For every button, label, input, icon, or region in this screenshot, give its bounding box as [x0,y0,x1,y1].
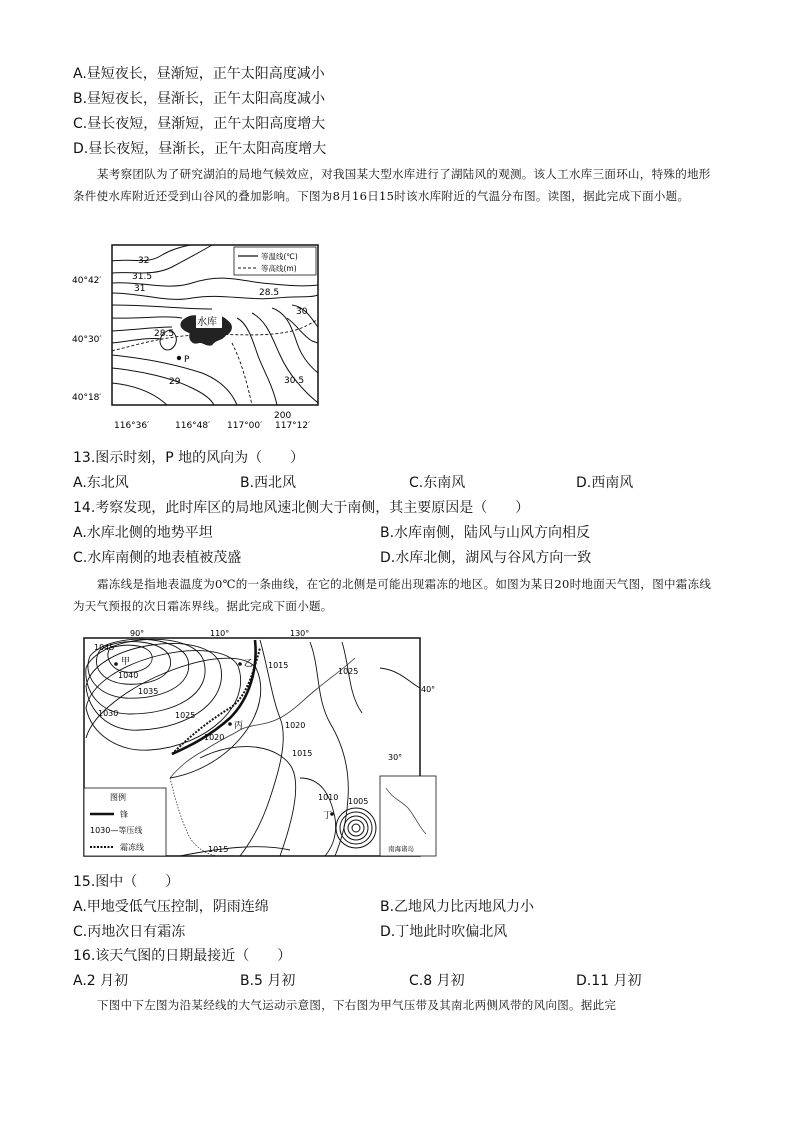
q16-stem: 16.该天气图的日期最接近（ ） [73,948,292,964]
q12-option-a: A.昼短夜长，昼渐短，正午太阳高度减小 [73,66,325,82]
q16-option-d: D.11 月初 [576,973,642,989]
place-ding: 丁 [323,811,333,821]
q12-option-c: C.昼长夜短，昼渐短，正午太阳高度增大 [73,116,326,132]
isobar-label: 1045 [94,643,115,652]
longitude-label: 130° [290,629,310,638]
point-p-marker [177,356,181,360]
intro-paragraph-reservoir: 某考察团队为了研究湖泊的局地气候效应，对我国某大型水库进行了湖陆风的观测。该人工水库三面环山，特殊的地形条件使水库附近还受到山谷风的叠加影响。下图为8月16日15时该水库附近的气温分布图。读图，据此完成下面小题。 [73,167,711,203]
place-yi: 乙 [244,659,254,669]
isotherm-label: 30.5 [284,376,305,386]
isobar-label: 1005 [348,797,369,806]
isobar-label: 1020 [285,721,306,730]
q14-option-d: D.水库北侧，湖风与谷风方向一致 [380,550,592,566]
isobar-label: 1025 [338,667,359,676]
isobar-label: 1015 [268,661,289,670]
q13-option-a: A.东北风 [73,475,129,491]
q16-option-c: C.8 月初 [409,973,465,989]
isotherm-label: 30 [296,307,308,317]
q14-option-b: B.水库南侧，陆风与山风方向相反 [380,525,591,541]
contour-label: 200 [274,411,292,421]
q15-option-b: B.乙地风力比丙地风力小 [380,899,535,915]
q14-option-a: A.水库北侧的地势平坦 [73,525,213,541]
q16-option-a: A.2 月初 [73,973,129,989]
legend-title: 图例 [110,793,126,802]
isobar-label: 1025 [175,711,196,720]
isotherm-label: 32 [138,256,150,266]
isotherm-label: 31.5 [132,272,153,282]
latitude-label: 40° [421,685,436,694]
longitude-label: 116°48′ [175,421,211,431]
q15-stem: 15.图中（ ） [73,874,180,890]
q13-option-d: D.西南风 [576,475,634,491]
inset-label: 南海诸岛 [388,845,414,853]
legend-front: 锋 [120,810,128,819]
latitude-label: 40°30′ [72,335,102,345]
isotherm-label: 31 [134,284,146,294]
isobar-label: 1040 [118,671,139,680]
point-p-label: P [184,355,190,365]
place-bing: 丙 [234,721,244,731]
legend-isotherm: 等温线(℃) [261,252,298,261]
longitude-label: 117°12′ [275,421,311,431]
legend-contour: 等高线(m) [261,264,297,273]
q14-option-c: C.水库南侧的地表植被茂盛 [73,550,242,566]
isobar-label: 1015 [208,845,229,854]
legend-frost: 霜冻线 [120,843,144,852]
q16-option-b: B.5 月初 [240,973,296,989]
isobar-label: 1010 [318,793,339,802]
latitude-label: 40°42′ [72,276,102,286]
q12-option-b: B.昼短夜长，昼渐长，正午太阳高度减小 [73,91,326,107]
isobar-label: 1020 [204,733,225,742]
isotherm-label: 28.5 [154,329,175,339]
legend-isobar: 1030—等压线 [90,826,143,835]
q14-stem: 14.考察发现，此时库区的局地风速北侧大于南侧，其主要原因是（ ） [73,500,530,516]
q15-option-d: D.丁地此时吹偏北风 [380,924,508,940]
longitude-label: 116°36′ [114,421,150,431]
intro-paragraph-frost: 霜冻线是指地表温度为0℃的一条曲线，在它的北侧是可能出现霜冻的地区。如图为某日20时地面天气图，图中霜冻线为天气预报的次日霜冻界线。据此完成下面小题。 [73,577,712,613]
latitude-label: 30° [388,753,403,762]
isobar-label: 1035 [138,687,159,696]
place-jia: 甲 [121,657,131,667]
isotherm-label: 29 [169,377,181,387]
weather-map [80,628,438,862]
reservoir-label: 水库 [197,317,217,328]
intro-paragraph-atmosphere: 下图中下左图为沿某经线的大气运动示意图，下右图为甲气压带及其南北两侧风带的风向图。据此完 [97,998,617,1012]
longitude-label: 117°00′ [227,421,263,431]
q15-option-c: C.丙地次日有霜冻 [73,924,186,940]
q12-option-d: D.昼长夜短，昼渐长，正午太阳高度增大 [73,141,327,157]
isotherm-label: 28.5 [259,288,280,298]
isobar-label: 1015 [292,749,313,758]
q13-option-c: C.东南风 [409,475,466,491]
latitude-label: 40°18′ [72,393,102,403]
q13-stem: 13.图示时刻，P 地的风向为（ ） [73,450,305,466]
q15-option-a: A.甲地受低气压控制，阴雨连绵 [73,899,269,915]
reservoir-temperature-map [72,243,322,435]
south-sea-inset [380,776,436,856]
longitude-label: 110° [210,629,230,638]
q13-option-b: B.西北风 [240,475,297,491]
isobar-label: 1030 [98,709,119,718]
longitude-label: 90° [130,629,145,638]
